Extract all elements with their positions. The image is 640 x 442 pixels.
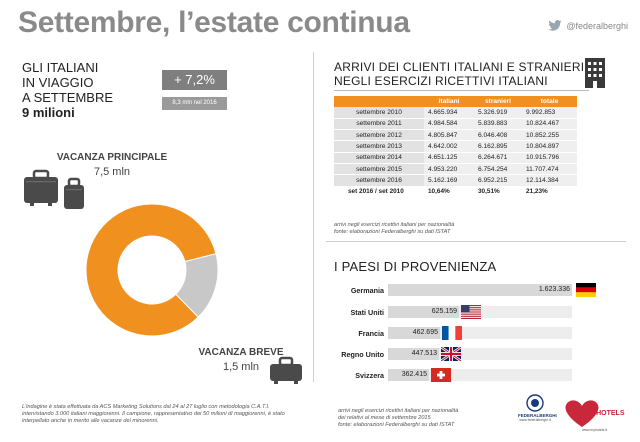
federalberghi-url: www.federalberghi.it (519, 418, 551, 422)
cell-italiani: 4.642.002 (424, 141, 474, 152)
table-row (334, 175, 577, 186)
growth-badge: + 7,2% (162, 70, 227, 90)
bar-value: 1.623.336 (538, 286, 570, 293)
summary-stranieri: 30,51% (474, 186, 522, 197)
row-label: settembre 2010 (334, 107, 424, 118)
bar-label: Francia (358, 329, 384, 338)
myhotels-name: myHOTELS (586, 410, 625, 417)
bar-row-svizzera (330, 368, 620, 382)
cell-stranieri: 5.839.883 (474, 118, 522, 129)
federalberghi-emblem-icon (525, 394, 545, 412)
summary-italiani: 10,64% (424, 186, 474, 197)
cell-italiani: 4.953.220 (424, 163, 474, 174)
suitcase-icon (268, 356, 304, 384)
row-label: settembre 2016 (334, 175, 424, 186)
flag-switzerland-icon (431, 368, 451, 382)
vacanza-principale-label: VACANZA PRINCIPALE (56, 152, 168, 163)
bar-value: 462.695 (412, 329, 438, 336)
vacanza-breve-label: VACANZA BREVE (198, 347, 284, 358)
italiani-viaggio-heading (22, 60, 113, 120)
arrivi-col-stranieri: stranieri (474, 96, 522, 107)
vacanza-breve-value: 1,5 mln (222, 361, 260, 373)
bar-value: 362.415 (401, 371, 427, 378)
paesi-note-line1: arrivi negli esercizi ricettivi italiani per nazionalità (338, 408, 459, 414)
paesi-source-note (338, 408, 458, 429)
twitter-icon (548, 20, 562, 31)
flag-uk-icon (441, 347, 461, 361)
flag-france-icon (442, 326, 462, 340)
federalberghi-name: FEDERALBERGHI (518, 413, 557, 418)
arrivi-table (334, 96, 577, 198)
page-title: Settembre, l’estate continua (18, 6, 410, 39)
table-row (334, 118, 577, 129)
bar-label: Svizzera (355, 371, 384, 380)
bar-row-stati-uniti (330, 305, 620, 319)
cell-totale: 10.824.467 (522, 118, 577, 129)
row-label: settembre 2015 (334, 163, 424, 174)
cell-stranieri: 6.162.895 (474, 141, 522, 152)
myhotels-url: www.myhotels.it (582, 428, 608, 432)
table-row (334, 152, 577, 163)
summary-totale: 21,23% (522, 186, 577, 197)
cell-italiani: 4.984.584 (424, 118, 474, 129)
cell-stranieri: 6.046.408 (474, 130, 522, 141)
row-label: settembre 2011 (334, 118, 424, 129)
arrivi-title-line1: ARRIVI DEI CLIENTI ITALIANI E STRANIERI (334, 60, 585, 74)
cell-italiani: 4.805.847 (424, 130, 474, 141)
cell-totale: 10.852.255 (522, 130, 577, 141)
table-row (334, 163, 577, 174)
cell-italiani: 4.665.934 (424, 107, 474, 118)
cell-totale: 10.804.897 (522, 141, 577, 152)
arrivi-table-header (334, 96, 577, 107)
arrivi-col-italiani: italiani (424, 96, 474, 107)
twitter-handle[interactable] (548, 20, 628, 31)
head-line-2: IN VIAGGIO (22, 75, 94, 90)
summary-row (334, 186, 577, 197)
cell-totale: 11.707.474 (522, 163, 577, 174)
arrivi-title (334, 60, 584, 88)
arrivi-col-totale: totale (522, 96, 577, 107)
cell-stranieri: 5.326.919 (474, 107, 522, 118)
paesi-note-line2: dei relativi al mese di settembre 2015 (338, 415, 431, 421)
cell-italiani: 4.651.125 (424, 152, 474, 163)
vertical-divider (313, 52, 314, 382)
growth-subtext: 8,3 mln nel 2016 (162, 97, 227, 110)
paesi-note-line3: fonte: elaborazioni Federalberghi su dati ISTAT (338, 422, 455, 428)
survey-note: L'indagine è stata effettuata da ACS Marketing Solutions dal 24 al 27 luglio con metodologia C.A.T.I. intervistando 3.000 italiani maggiorenni. Il campione, rappresentativo dei 50 milioni di maggiorenni, è stato interpellato anche in merito alle vacanze dei minorenni. (22, 404, 285, 424)
bar-row-francia (330, 326, 620, 340)
row-label: settembre 2013 (334, 141, 424, 152)
arrivi-title-line2: NEGLI ESERCIZI RICETTIVI ITALIANI (334, 74, 548, 88)
head-line-1: GLI ITALIANI (22, 60, 99, 75)
summary-label: set 2016 / set 2010 (334, 186, 424, 197)
bar-row-germania (330, 283, 620, 297)
twitter-handle-text: @federalberghi (566, 20, 628, 31)
cell-totale: 9.992.853 (522, 107, 577, 118)
flag-germany-icon (576, 283, 596, 297)
head-line-3: A SETTEMBRE (22, 90, 114, 105)
bar-label: Regno Unito (341, 350, 384, 359)
hotel-building-icon (584, 56, 606, 88)
table-row (334, 130, 577, 141)
flag-usa-icon (461, 305, 481, 319)
row-label: settembre 2014 (334, 152, 424, 163)
table-row (334, 107, 577, 118)
arrivi-col-blank (334, 96, 424, 107)
bar-label: Stati Uniti (350, 308, 384, 317)
cell-stranieri: 6.952.215 (474, 175, 522, 186)
cell-stranieri: 6.754.254 (474, 163, 522, 174)
paesi-title: I PAESI DI PROVENIENZA (334, 259, 497, 274)
arrivi-note-line2: fonte: elaborazioni Federalberghi su dati ISTAT (334, 229, 451, 235)
vacanza-principale-value: 7,5 mln (93, 166, 131, 178)
cell-totale: 10.915.796 (522, 152, 577, 163)
bar-value: 625.159 (431, 308, 457, 315)
arrivi-title-rule (334, 90, 589, 91)
row-label: settembre 2012 (334, 130, 424, 141)
table-row (334, 141, 577, 152)
bar-row-regno-unito (330, 347, 620, 361)
arrivi-note-line1: arrivi negli esercizi ricettivi italiani per nazionalità (334, 222, 455, 228)
cell-totale: 12.114.384 (522, 175, 577, 186)
vacanze-donut-chart (82, 200, 222, 340)
bar-label: Germania (350, 286, 384, 295)
federalberghi-logo (518, 394, 557, 422)
horizontal-divider (326, 241, 626, 242)
head-line-4: 9 milioni (22, 105, 75, 120)
cell-italiani: 5.162.169 (424, 175, 474, 186)
cell-stranieri: 6.264.671 (474, 152, 522, 163)
bar-value: 447.513 (411, 350, 437, 357)
arrivi-source-note (334, 222, 454, 236)
